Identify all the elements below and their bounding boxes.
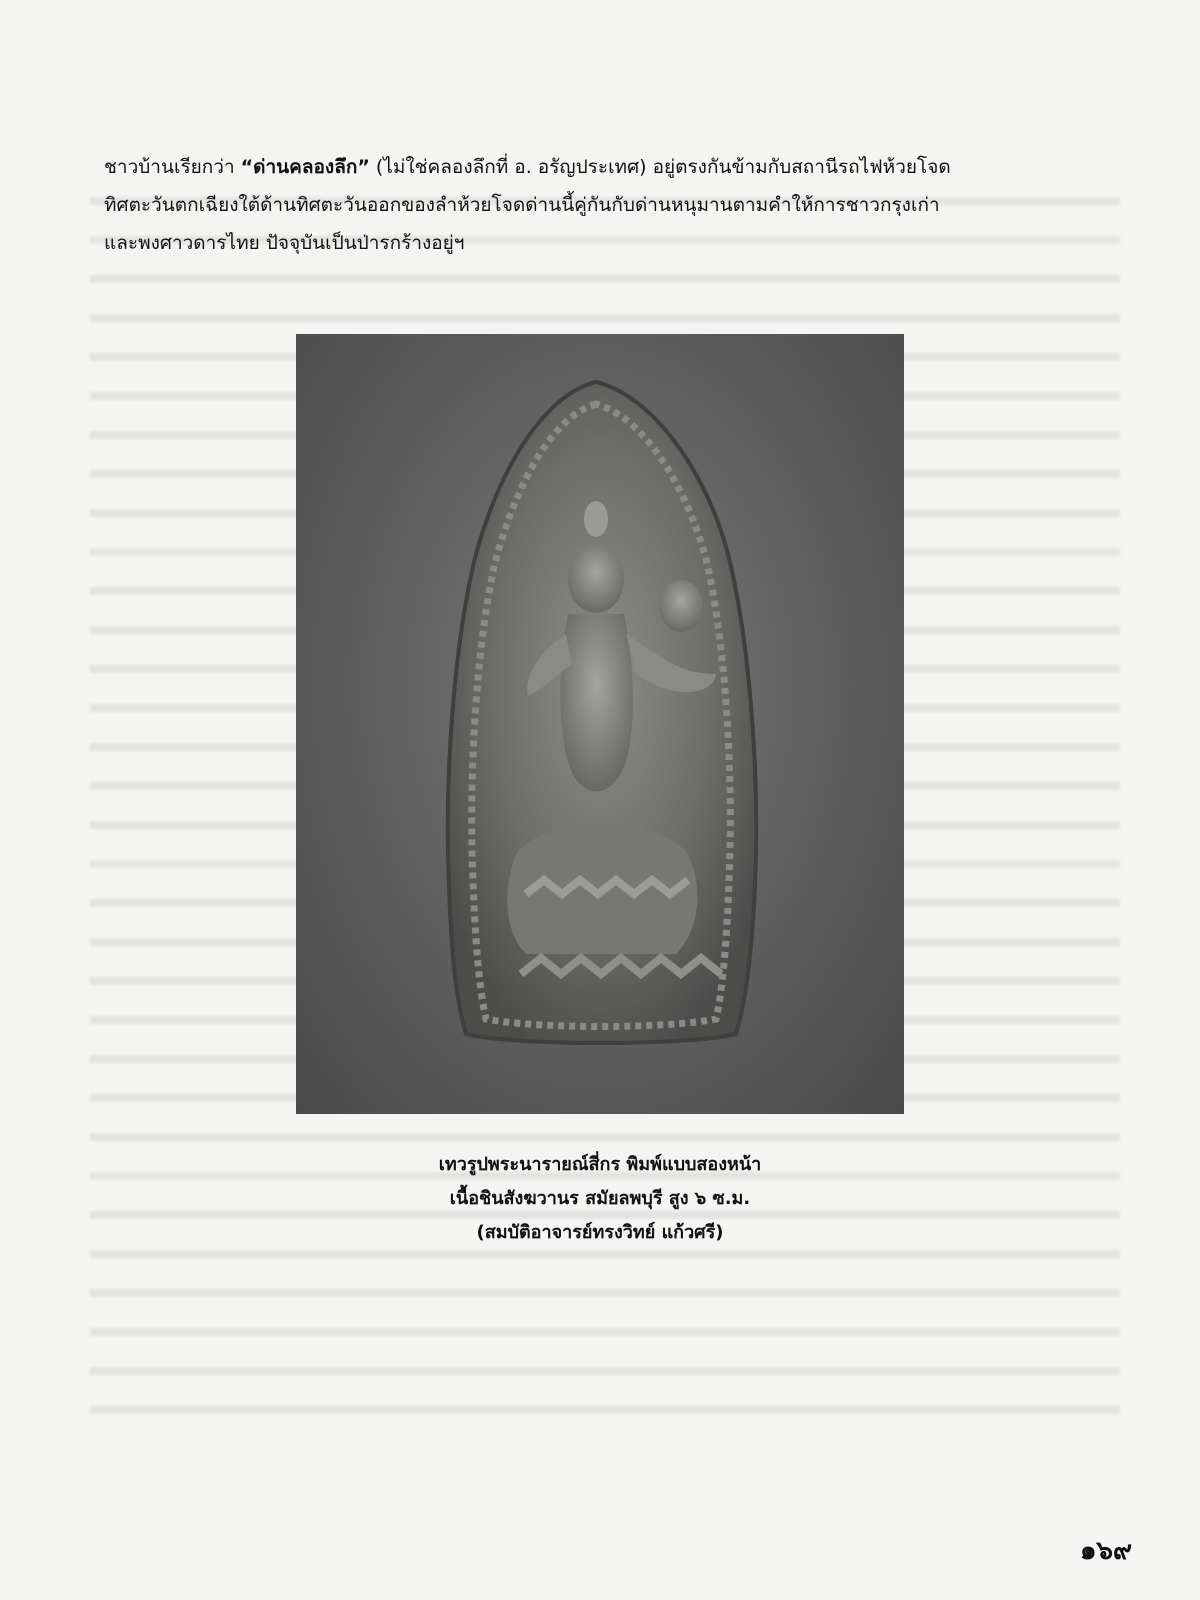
paragraph-line-1	[104, 148, 1104, 186]
figure-torso	[560, 614, 633, 792]
caption-title: เทวรูปพระนารายณ์สี่กร พิมพ์แบบสองหน้า	[438, 1154, 762, 1175]
figure-caption	[300, 1148, 900, 1250]
paragraph-line-1-end: (ไม่ใช่คลองลึกที่ อ. อรัญประเทศ) อยู่ตรงกันข้ามกับสถานีรถไฟห้วยโจด	[369, 156, 951, 178]
caption-credit: (สมบัติอาจารย์ทรงวิทย์ แก้วศรี)	[476, 1222, 724, 1243]
paragraph-line-3: และพงศาวดารไทย ปัจจุบันเป็นป่ารกร้างอยู่ฯ	[104, 232, 465, 254]
paragraph-line-1-bold-term: “ด่านคลองลึก”	[240, 156, 370, 178]
page-number: ๑๖๙	[1079, 1536, 1132, 1566]
body-paragraph	[104, 148, 1104, 262]
amulet-photo	[296, 334, 904, 1114]
figure-head	[568, 545, 624, 613]
paragraph-line-2: ทิศตะวันตกเฉียงใต้ด้านทิศตะวันออกของลำห้วยโจดด่านนี้คู่กันกับด่านหนุมานตามคำให้การชาวกรุงเก่า	[104, 194, 940, 216]
caption-description: เนื้อชินสังฆวานร สมัยลพบุรี สูง ๖ ซ.ม.	[449, 1188, 751, 1209]
paragraph-line-1-start: ชาวบ้านเรียกว่า	[104, 156, 241, 178]
amulet-illustration	[296, 334, 904, 1114]
